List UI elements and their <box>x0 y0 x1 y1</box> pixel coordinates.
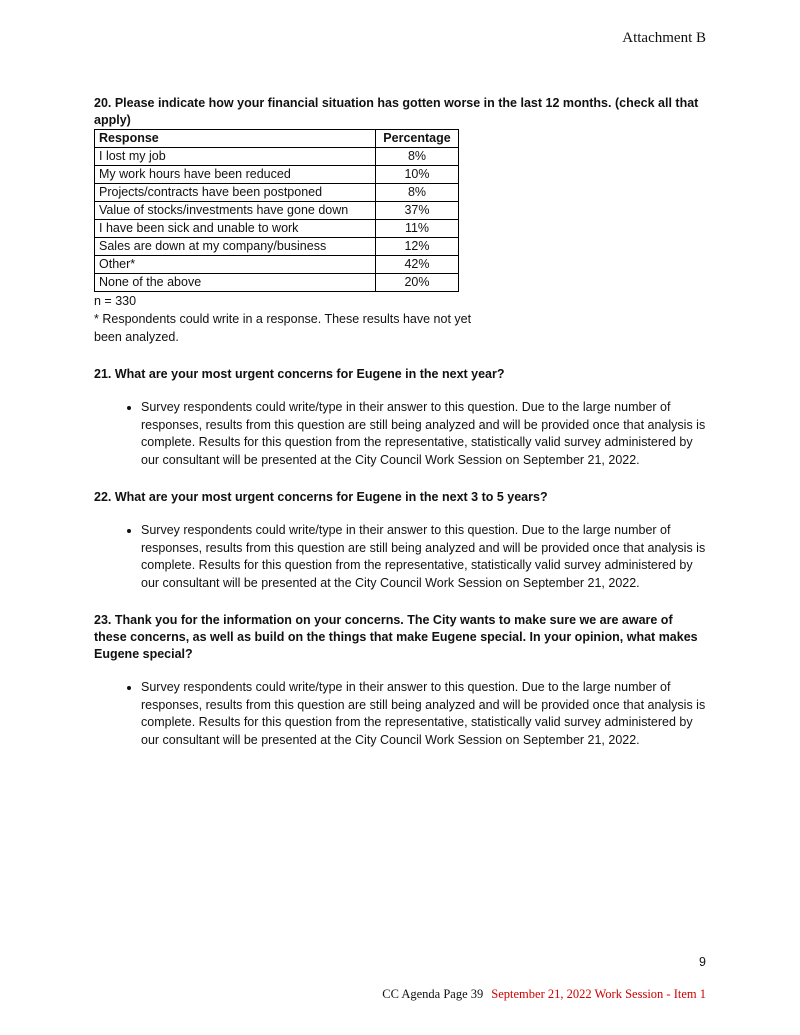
table-row <box>95 166 459 184</box>
percentage-cell: 8% <box>376 184 459 202</box>
question-21 <box>94 366 706 469</box>
session-item: September 21, 2022 Work Session - Item 1 <box>491 987 706 1001</box>
column-header-response: Response <box>95 130 376 148</box>
percentage-cell: 37% <box>376 202 459 220</box>
column-header-percentage: Percentage <box>376 130 459 148</box>
table-row <box>95 256 459 274</box>
table-row <box>95 274 459 292</box>
bullet-list <box>94 679 706 749</box>
attachment-label: Attachment B <box>622 30 706 46</box>
bullet-list <box>94 399 706 469</box>
bullet-item: • Survey respondents could write/type in their answer to this question. Due to the large number of responses, results from this question are still being analyzed and will be provided once that analysis is complete. Results for this question from the representative, statistically valid survey administered by our consultant will be presented at the City Council Work Session on September 21, 2022. <box>141 522 706 592</box>
question-23 <box>94 612 706 749</box>
question-20-title: 20. Please indicate how your financial situation has gotten worse in the last 12 months. (check all that apply) <box>94 96 699 127</box>
bullet-list <box>94 522 706 592</box>
agenda-page: CC Agenda Page 39 <box>382 987 484 1001</box>
response-cell: I have been sick and unable to work <box>95 220 376 238</box>
response-cell: My work hours have been reduced <box>95 166 376 184</box>
document-body <box>94 95 706 749</box>
question-20 <box>94 95 706 346</box>
question-23-title: 23. Thank you for the information on your concerns. The City wants to make sure we are aware of these concerns, as well as build on the things that make Eugene special. In your opinion, what makes Eugene special? <box>94 613 698 661</box>
table-row <box>95 184 459 202</box>
footnote: * Respondents could write in a response. These results have not yet been analyzed. <box>94 312 472 344</box>
percentage-cell: 11% <box>376 220 459 238</box>
table-row <box>95 238 459 256</box>
response-cell: Value of stocks/investments have gone down <box>95 202 376 220</box>
sample-size: n = 330 <box>94 294 137 308</box>
table-row <box>95 148 459 166</box>
table-row <box>95 202 459 220</box>
response-cell: Sales are down at my company/business <box>95 238 376 256</box>
page-number: 9 <box>699 955 706 969</box>
response-cell: Other* <box>95 256 376 274</box>
question-22-title: 22. What are your most urgent concerns for Eugene in the next 3 to 5 years? <box>94 490 548 504</box>
response-cell: None of the above <box>95 274 376 292</box>
table-row <box>95 220 459 238</box>
percentage-cell: 20% <box>376 274 459 292</box>
table-header-row <box>95 130 459 148</box>
question-21-title: 21. What are your most urgent concerns for Eugene in the next year? <box>94 367 505 381</box>
percentage-cell: 12% <box>376 238 459 256</box>
percentage-cell: 42% <box>376 256 459 274</box>
response-table <box>94 129 459 292</box>
response-cell: Projects/contracts have been postponed <box>95 184 376 202</box>
question-22 <box>94 489 706 592</box>
bullet-item: • Survey respondents could write/type in their answer to this question. Due to the large number of responses, results from this question are still being analyzed and will be provided once that analysis is complete. Results for this question from the representative, statistically valid survey administered by our consultant will be presented at the City Council Work Session on September 21, 2022. <box>141 399 706 469</box>
bullet-item: • Survey respondents could write/type in their answer to this question. Due to the large number of responses, results from this question are still being analyzed and will be provided once that analysis is complete. Results for this question from the representative, statistically valid survey administered by our consultant will be presented at the City Council Work Session on September 21, 2022. <box>141 679 706 749</box>
response-cell: I lost my job <box>95 148 376 166</box>
percentage-cell: 10% <box>376 166 459 184</box>
page-footer <box>382 987 706 1002</box>
percentage-cell: 8% <box>376 148 459 166</box>
